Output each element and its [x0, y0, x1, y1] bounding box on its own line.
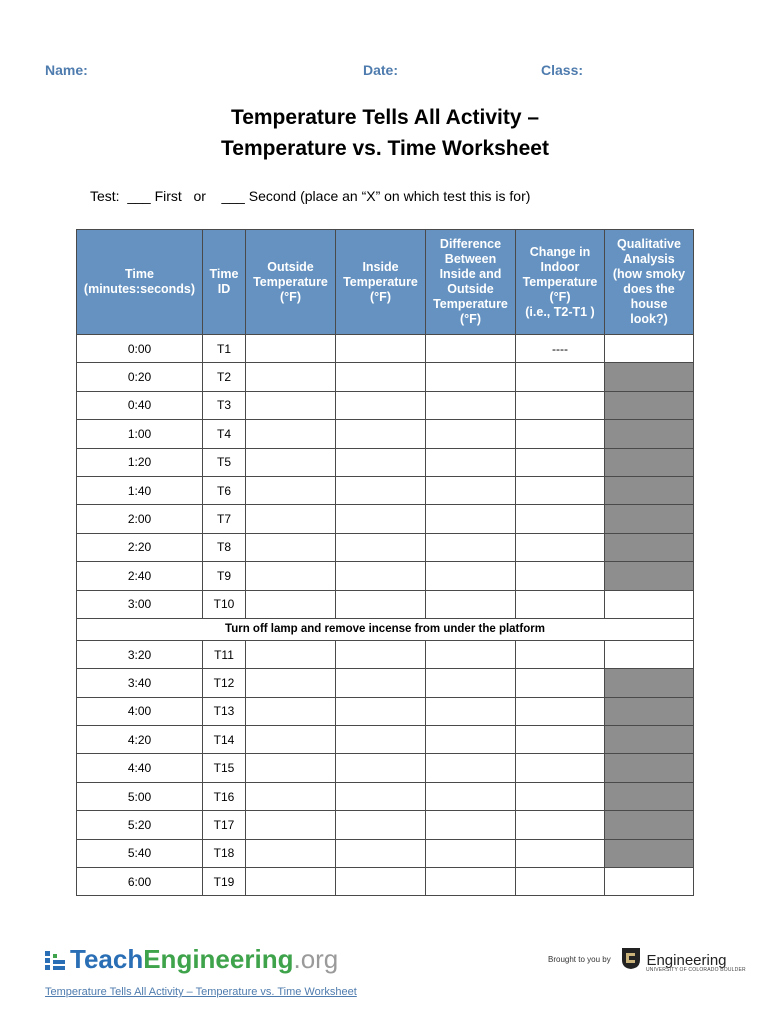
- instruction-note: Turn off lamp and remove incense from under the platform: [77, 618, 694, 640]
- inside-temp-input[interactable]: [336, 669, 426, 697]
- time-cell: 0:00: [77, 335, 203, 363]
- change-input[interactable]: [516, 562, 605, 590]
- header-line: ID: [217, 282, 231, 296]
- qualitative-input: [605, 476, 694, 504]
- header-line: Outside: [267, 259, 314, 274]
- inside-temp-input[interactable]: [336, 391, 426, 419]
- outside-temp-input[interactable]: [246, 640, 336, 668]
- table-row: [77, 754, 694, 782]
- instruction-row: [77, 618, 694, 640]
- table-row: [77, 697, 694, 725]
- qualitative-input: [605, 669, 694, 697]
- change-input[interactable]: [516, 754, 605, 782]
- table-row: [77, 476, 694, 504]
- inside-temp-input[interactable]: [336, 335, 426, 363]
- worksheet-table: [76, 229, 694, 896]
- difference-input[interactable]: [426, 782, 516, 810]
- test-selection-line: Test: ___ First or ___ Second (place an “X” on which test this is for): [90, 188, 531, 204]
- outside-temp-input[interactable]: [246, 420, 336, 448]
- change-input[interactable]: [516, 868, 605, 896]
- teachengineering-logo[interactable]: [44, 944, 338, 975]
- time-cell: 1:00: [77, 420, 203, 448]
- qualitative-input: [605, 505, 694, 533]
- difference-input[interactable]: [426, 476, 516, 504]
- table-row: [77, 363, 694, 391]
- time-id-cell: T11: [203, 640, 246, 668]
- outside-temp-input[interactable]: [246, 726, 336, 754]
- time-cell: 2:40: [77, 562, 203, 590]
- outside-temp-input[interactable]: [246, 868, 336, 896]
- header-line: Time: [209, 267, 239, 281]
- change-input[interactable]: [516, 476, 605, 504]
- time-cell: 0:20: [77, 363, 203, 391]
- outside-temp-input[interactable]: [246, 669, 336, 697]
- outside-temp-input[interactable]: [246, 335, 336, 363]
- time-cell: 4:40: [77, 754, 203, 782]
- time-cell: 0:40: [77, 391, 203, 419]
- table-row: [77, 448, 694, 476]
- header-time: [77, 230, 203, 335]
- header-line: look?): [630, 312, 668, 326]
- header-change: [516, 230, 605, 335]
- qualitative-input: [605, 363, 694, 391]
- table-body: [77, 335, 694, 896]
- difference-input[interactable]: [426, 754, 516, 782]
- time-id-cell: T8: [203, 533, 246, 561]
- change-input[interactable]: [516, 640, 605, 668]
- time-id-cell: T1: [203, 335, 246, 363]
- header-time-id: [203, 230, 246, 335]
- change-input[interactable]: [516, 669, 605, 697]
- outside-temp-input[interactable]: [246, 476, 336, 504]
- change-input[interactable]: [516, 590, 605, 618]
- change-input[interactable]: [516, 420, 605, 448]
- change-input[interactable]: [516, 697, 605, 725]
- time-id-cell: T3: [203, 391, 246, 419]
- qualitative-input: [605, 754, 694, 782]
- difference-input[interactable]: [426, 669, 516, 697]
- header-line: Qualitative: [617, 237, 681, 251]
- logo-engineering: Engineering: [143, 944, 294, 974]
- time-cell: 3:20: [77, 640, 203, 668]
- time-cell: 1:40: [77, 476, 203, 504]
- qualitative-input: [605, 839, 694, 867]
- table-row: [77, 505, 694, 533]
- time-cell: 6:00: [77, 868, 203, 896]
- teachengineering-mark-icon: [44, 949, 66, 971]
- change-input[interactable]: [516, 505, 605, 533]
- table-row: [77, 590, 694, 618]
- inside-temp-input[interactable]: [336, 590, 426, 618]
- difference-input[interactable]: [426, 420, 516, 448]
- difference-input[interactable]: [426, 335, 516, 363]
- footer-worksheet-link[interactable]: Temperature Tells All Activity – Temperature vs. Time Worksheet: [45, 986, 357, 998]
- difference-input[interactable]: [426, 839, 516, 867]
- qualitative-input: [605, 697, 694, 725]
- difference-input[interactable]: [426, 505, 516, 533]
- header-line: (i.e., T2-T1 ): [525, 304, 595, 319]
- time-id-cell: T12: [203, 669, 246, 697]
- header-line: Temperature: [253, 274, 328, 289]
- title-line-1: Temperature Tells All Activity –: [230, 106, 540, 129]
- time-id-cell: T19: [203, 868, 246, 896]
- time-cell: 5:00: [77, 782, 203, 810]
- inside-temp-input[interactable]: [336, 533, 426, 561]
- difference-input[interactable]: [426, 726, 516, 754]
- table-row: [77, 391, 694, 419]
- outside-temp-input[interactable]: [246, 697, 336, 725]
- header-line: house: [630, 297, 668, 311]
- cu-engineering-logo: [620, 946, 746, 973]
- title-line-2: Temperature vs. Time Worksheet: [221, 137, 549, 160]
- qualitative-input: [605, 533, 694, 561]
- header-line: Temperature: [433, 297, 508, 311]
- table-row: [77, 640, 694, 668]
- header-line: Inside and: [439, 267, 502, 281]
- header-line: does the: [623, 282, 675, 296]
- header-line: (°F): [280, 289, 301, 304]
- qualitative-input: [605, 782, 694, 810]
- inside-temp-input[interactable]: [336, 868, 426, 896]
- logo-teach: Teach: [70, 944, 144, 974]
- header-outside-temp: [246, 230, 336, 335]
- logo-org: .org: [293, 944, 339, 974]
- outside-temp-input[interactable]: [246, 562, 336, 590]
- time-cell: 3:40: [77, 669, 203, 697]
- change-input[interactable]: [516, 811, 605, 839]
- inside-temp-input[interactable]: [336, 811, 426, 839]
- table-row: [77, 839, 694, 867]
- table-header-row: [77, 230, 694, 335]
- cu-boulder-subtitle: UNIVERSITY OF COLORADO BOULDER: [646, 967, 746, 973]
- header-line: Inside: [362, 259, 399, 274]
- qualitative-input[interactable]: [605, 640, 694, 668]
- outside-temp-input[interactable]: [246, 391, 336, 419]
- inside-temp-input[interactable]: [336, 363, 426, 391]
- qualitative-input: [605, 420, 694, 448]
- change-input[interactable]: [516, 448, 605, 476]
- time-id-cell: T14: [203, 726, 246, 754]
- time-cell: 4:20: [77, 726, 203, 754]
- difference-input[interactable]: [426, 391, 516, 419]
- time-id-cell: T7: [203, 505, 246, 533]
- outside-temp-input[interactable]: [246, 505, 336, 533]
- outside-temp-input[interactable]: [246, 533, 336, 561]
- inside-temp-input[interactable]: [336, 754, 426, 782]
- difference-input[interactable]: [426, 868, 516, 896]
- header-line: Difference: [439, 237, 502, 251]
- table-row: [77, 669, 694, 697]
- table-row: [77, 868, 694, 896]
- table-row: [77, 420, 694, 448]
- outside-temp-input[interactable]: [246, 811, 336, 839]
- outside-temp-input[interactable]: [246, 363, 336, 391]
- inside-temp-input[interactable]: [336, 782, 426, 810]
- header-line: Indoor: [540, 259, 580, 274]
- difference-input[interactable]: [426, 448, 516, 476]
- header-line: Analysis: [623, 252, 675, 266]
- header-line: (minutes:seconds): [83, 282, 196, 296]
- header-line: Change in: [529, 244, 591, 259]
- header-line: Outside: [447, 282, 494, 296]
- outside-temp-input[interactable]: [246, 839, 336, 867]
- header-qualitative: [605, 230, 694, 335]
- name-label: Name:: [45, 62, 88, 78]
- qualitative-input: [605, 811, 694, 839]
- inside-temp-input[interactable]: [336, 640, 426, 668]
- time-id-cell: T13: [203, 697, 246, 725]
- change-input[interactable]: [516, 839, 605, 867]
- change-input[interactable]: [516, 533, 605, 561]
- difference-input[interactable]: [426, 697, 516, 725]
- time-id-cell: T18: [203, 839, 246, 867]
- time-cell: 2:00: [77, 505, 203, 533]
- table-row: [77, 811, 694, 839]
- outside-temp-input[interactable]: [246, 448, 336, 476]
- change-input[interactable]: [516, 363, 605, 391]
- table-row: [77, 726, 694, 754]
- qualitative-input: [605, 562, 694, 590]
- header-line: (°F): [460, 312, 481, 326]
- header-inside-temp: [336, 230, 426, 335]
- qualitative-input[interactable]: [605, 335, 694, 363]
- change-input[interactable]: [516, 782, 605, 810]
- header-line: Temperature: [343, 274, 418, 289]
- difference-input[interactable]: [426, 811, 516, 839]
- time-cell: 1:20: [77, 448, 203, 476]
- time-id-cell: T17: [203, 811, 246, 839]
- time-cell: 5:20: [77, 811, 203, 839]
- header-line: (°F): [549, 289, 571, 304]
- time-id-cell: T5: [203, 448, 246, 476]
- difference-input[interactable]: [426, 363, 516, 391]
- time-id-cell: T4: [203, 420, 246, 448]
- difference-input[interactable]: [426, 562, 516, 590]
- time-cell: 3:00: [77, 590, 203, 618]
- cu-emblem-icon: [620, 946, 642, 970]
- inside-temp-input[interactable]: [336, 839, 426, 867]
- header-line: Time: [125, 267, 154, 281]
- difference-input[interactable]: [426, 640, 516, 668]
- time-id-cell: T9: [203, 562, 246, 590]
- inside-temp-input[interactable]: [336, 697, 426, 725]
- change-input[interactable]: ----: [516, 335, 605, 363]
- table-row: [77, 782, 694, 810]
- inside-temp-input[interactable]: [336, 562, 426, 590]
- qualitative-input: [605, 391, 694, 419]
- time-cell: 2:20: [77, 533, 203, 561]
- brought-to-you-by: Brought to you by: [548, 955, 611, 964]
- header-line: Between: [444, 252, 497, 266]
- time-id-cell: T16: [203, 782, 246, 810]
- qualitative-input[interactable]: [605, 868, 694, 896]
- inside-temp-input[interactable]: [336, 420, 426, 448]
- engineering-wordmark: Engineering: [646, 952, 727, 969]
- inside-temp-input[interactable]: [336, 448, 426, 476]
- time-cell: 4:00: [77, 697, 203, 725]
- inside-temp-input[interactable]: [336, 505, 426, 533]
- header-difference: [426, 230, 516, 335]
- outside-temp-input[interactable]: [246, 590, 336, 618]
- time-id-cell: T2: [203, 363, 246, 391]
- difference-input[interactable]: [426, 590, 516, 618]
- change-input[interactable]: [516, 391, 605, 419]
- outside-temp-input[interactable]: [246, 754, 336, 782]
- table-row: [77, 562, 694, 590]
- header-line: (°F): [370, 289, 391, 304]
- inside-temp-input[interactable]: [336, 726, 426, 754]
- class-label: Class:: [541, 62, 584, 78]
- outside-temp-input[interactable]: [246, 782, 336, 810]
- time-id-cell: T10: [203, 590, 246, 618]
- table-row: [77, 533, 694, 561]
- time-cell: 5:40: [77, 839, 203, 867]
- qualitative-input[interactable]: [605, 590, 694, 618]
- date-label: Date:: [363, 62, 399, 78]
- header-line: Temperature: [522, 274, 598, 289]
- difference-input[interactable]: [426, 533, 516, 561]
- qualitative-input: [605, 726, 694, 754]
- time-id-cell: T6: [203, 476, 246, 504]
- table-row: [77, 335, 694, 363]
- inside-temp-input[interactable]: [336, 476, 426, 504]
- qualitative-input: [605, 448, 694, 476]
- change-input[interactable]: [516, 726, 605, 754]
- header-line: (how smoky: [612, 267, 686, 281]
- time-id-cell: T15: [203, 754, 246, 782]
